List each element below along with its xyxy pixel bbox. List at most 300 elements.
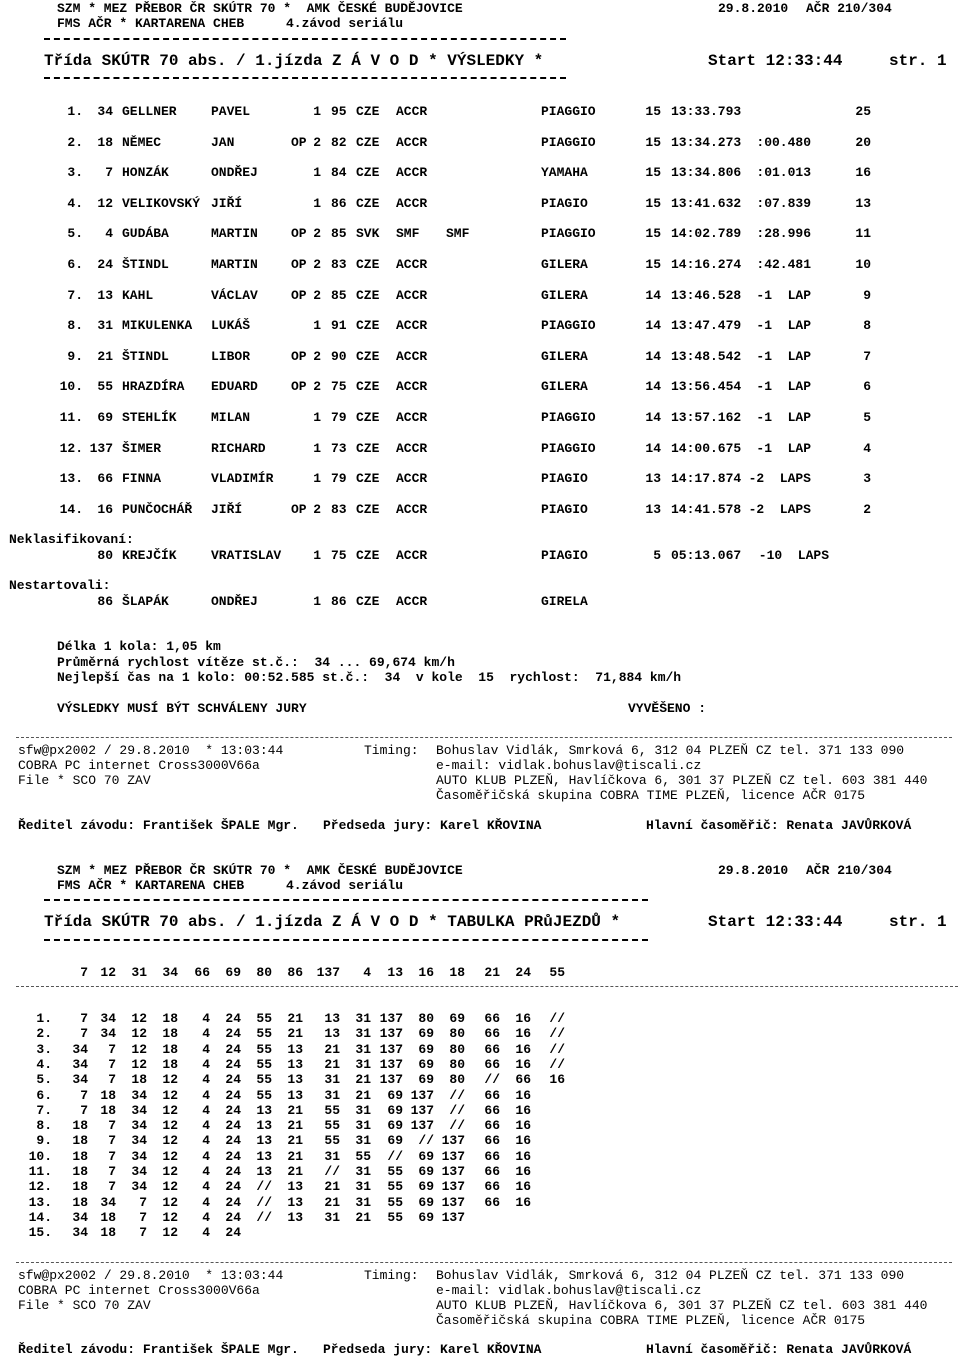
passes-cell: 18 [72,1133,88,1149]
passes-cell: 18 [162,1056,178,1072]
result-pos: 2. [67,134,83,150]
passes-lap: 1. [36,1011,52,1026]
chief-timekeeper: Hlavní časoměřič: Renata JAVŮRKOVÁ [646,1342,912,1357]
passes-cell: 137 [441,1209,465,1225]
passes-cell: 12 [162,1164,178,1179]
passes-cell: 18 [72,1164,88,1179]
passes-lap: 7. [36,1102,52,1118]
result-surname: FINNA [122,471,162,487]
passes-cell: 34 [131,1133,147,1149]
result-yr: 90 [331,348,347,364]
result-bike: PIAGGIO [541,410,596,425]
passes-cell: 16 [515,1118,531,1134]
result-laps: 14 [645,348,661,364]
passes-cell: 24 [225,1225,241,1241]
passes-lap: 14. [28,1209,52,1225]
result-name: PAVEL [211,104,251,119]
result-pts: 13 [855,195,871,211]
result-op: OP [291,287,307,303]
passes-cell: 21 [355,1072,371,1088]
result-lic: 2 [313,226,321,242]
passes-cell: 16 [515,1194,531,1210]
result-yr: 95 [331,104,347,119]
result-bike: GILERA [541,379,588,395]
result-surname: GUDÁBA [122,226,169,242]
passes-cell: 7 [108,1148,116,1164]
passes-cell: 31 [355,1118,371,1134]
passes-cell: 69 [418,1041,434,1057]
passes-cell: 21 [287,1026,303,1042]
passes-cell: 13 [256,1133,272,1149]
page-number: str. 1 [889,913,947,931]
result-op: OP [291,257,307,272]
passes-cell: 31 [355,1194,371,1210]
result-name: MARTIN [211,257,258,272]
result-bike: PIAGGIO [541,104,596,119]
passes-cell: 69 [418,1148,434,1164]
passes-cell: 12 [162,1102,178,1118]
result-bike: PIAGIO [541,548,588,563]
passes-cell: // [324,1164,340,1179]
passes-cell: 55 [256,1026,272,1042]
passes-cell: 80 [449,1056,465,1072]
result-nat: CZE [356,379,380,395]
passes-cell: 69 [418,1194,434,1210]
passes-header-cell: 21 [484,965,500,980]
result-pts: 5 [863,410,871,425]
passes-cell: 21 [287,1133,303,1149]
passes-cell: 69 [418,1209,434,1225]
result-num: 34 [97,104,113,119]
passes-cell: // [549,1056,565,1072]
result-num: 7 [105,165,113,181]
result-lic: 1 [313,410,321,425]
passes-cell: 16 [515,1148,531,1164]
result-laps: 5 [653,548,661,563]
result-surname: STEHLÍK [122,410,177,425]
passes-cell: 21 [324,1179,340,1195]
result-pos: 13. [59,471,83,487]
result-op: OP [291,226,307,242]
passes-cell: 13 [256,1148,272,1164]
passes-cell: 69 [387,1087,403,1103]
passes-cell: 4 [202,1072,210,1088]
passes-cell: 4 [202,1133,210,1149]
passes-cell: 18 [100,1102,116,1118]
result-time: 13:41.632 [671,195,742,211]
result-bike: GILERA [541,257,588,272]
timing-label: Timing: [364,1268,419,1283]
footer-system: COBRA PC internet Cross3000V66a [18,1283,260,1298]
result-bike: GILERA [541,287,588,303]
result-time: 13:57.162 [671,410,742,425]
result-yr: 86 [331,594,347,609]
passes-cell: 18 [100,1087,116,1103]
round-label: 4.závod seriálu [286,16,404,31]
passes-cell: 16 [515,1011,531,1026]
result-nat: CZE [356,410,380,425]
race-director: Ředitel závodu: František ŠPALE Mgr. [18,1342,299,1357]
passes-cell: 16 [515,1179,531,1195]
result-lic: 2 [313,379,321,395]
passes-cell: 4 [202,1148,210,1164]
result-num: 55 [97,379,113,395]
result-op: OP [291,134,307,150]
passes-lap: 15. [28,1225,52,1241]
passes-cell: 13 [287,1087,303,1103]
passes-cell: 31 [324,1209,340,1225]
result-club: ACCR [396,501,428,517]
result-club: ACCR [396,348,428,364]
passes-cell: // [449,1087,465,1103]
result-num: 31 [97,318,113,334]
passes-cell: 21 [287,1118,303,1134]
passes-cell: 24 [225,1133,241,1149]
result-gap: -1 LAP [756,318,811,334]
passes-cell: 7 [108,1179,116,1195]
result-time: 13:34.806 [671,165,742,181]
passes-header-cell: 12 [100,965,116,980]
result-nat: CZE [356,104,380,119]
passes-header-cell: 18 [449,965,465,980]
jury-chair: Předseda jury: Karel KŘOVINA [323,1342,542,1357]
result-gap: -1 LAP [756,287,811,303]
passes-cell: 31 [324,1148,340,1164]
result-club: ACCR [396,440,428,456]
result-pts: 2 [863,501,871,517]
passes-lap: 13. [28,1194,52,1210]
passes-cell: 18 [72,1148,88,1164]
passes-cell: 31 [324,1087,340,1103]
result-time: 14:17.874 [671,471,742,487]
result-pts: 4 [863,440,871,456]
passes-cell: 66 [484,1118,500,1134]
footer-file: File * SCO 70 ZAV [18,1298,151,1313]
result-name: ONDŘEJ [211,594,258,609]
result-lic: 2 [313,257,321,272]
result-lic: 1 [313,104,321,119]
result-bike: PIAGGIO [541,226,596,242]
passes-cell: 4 [202,1041,210,1057]
result-club: ACCR [396,257,428,272]
passes-lap: 5. [36,1072,52,1088]
passes-cell: 137 [441,1194,465,1210]
passes-cell: 66 [484,1102,500,1118]
passes-cell: 16 [515,1102,531,1118]
passes-cell: 66 [515,1072,531,1088]
result-bike: PIAGGIO [541,134,596,150]
passes-title: Třída SKÚTR 70 abs. / 1.jízda Z Á V O D * TABULKA PRůJEZDŮ * [44,913,621,931]
passes-cell: 66 [484,1026,500,1042]
passes-cell: 13 [287,1194,303,1210]
passes-cell: 34 [131,1087,147,1103]
timing-contact: Bohuslav Vidlák, Smrková 6, 312 04 PLZEŇ CZ tel. 371 133 090 [436,1268,905,1283]
passes-cell: 4 [202,1164,210,1179]
result-laps: 14 [645,410,661,425]
result-laps: 14 [645,287,661,303]
passes-cell: 13 [256,1118,272,1134]
result-club: ACCR [396,548,428,563]
result-laps: 14 [645,379,661,395]
passes-cell: 55 [324,1133,340,1149]
passes-cell: 21 [324,1056,340,1072]
passes-cell: 55 [256,1011,272,1026]
passes-cell: 55 [324,1118,340,1134]
passes-lap: 8. [36,1118,52,1134]
passes-header-cell: 13 [387,965,403,980]
passes-cell: 7 [139,1209,147,1225]
passes-cell: 24 [225,1102,241,1118]
result-club2: SMF [446,226,470,242]
passes-cell: 55 [324,1102,340,1118]
passes-cell: 34 [72,1056,88,1072]
result-nat: CZE [356,501,380,517]
result-laps: 15 [645,226,661,242]
result-pos: 9. [67,348,83,364]
passes-lap: 11. [28,1164,52,1179]
passes-header-cell: 16 [418,965,434,980]
passes-header-cell: 4 [363,965,371,980]
passes-cell: 7 [80,1102,88,1118]
passes-cell: 66 [484,1041,500,1057]
passes-cell: 55 [387,1179,403,1195]
result-nat: CZE [356,548,380,563]
result-pts: 20 [855,134,871,150]
passes-cell: 34 [100,1011,116,1026]
passes-cell: 31 [355,1026,371,1042]
passes-cell: 13 [287,1041,303,1057]
result-num: 86 [97,594,113,609]
passes-cell: 7 [108,1072,116,1088]
result-time: 14:41.578 [671,501,742,517]
passes-cell: 16 [515,1026,531,1042]
result-nat: CZE [356,287,380,303]
result-bike: PIAGIO [541,195,588,211]
passes-cell: 80 [449,1026,465,1042]
result-pos: 12. [59,440,83,456]
result-bike: PIAGGIO [541,318,596,334]
result-num: 69 [97,410,113,425]
result-pts: 11 [855,226,871,242]
passes-cell: 18 [162,1011,178,1026]
timing-group: Časoměřičská skupina COBRA TIME PLZEŇ, licence AČR 0175 [436,788,866,803]
lap-length: Délka 1 kola: 1,05 km [57,639,221,654]
passes-cell: 66 [484,1133,500,1149]
result-lic: 1 [313,165,321,181]
passes-cell: 66 [484,1011,500,1026]
passes-cell: 7 [108,1164,116,1179]
passes-cell: 31 [355,1133,371,1149]
event-title: SZM * MEZ PŘEBOR ČR SKÚTR 70 * AMK ČESKÉ BUDĚJOVICE [57,1,463,16]
passes-cell: 24 [225,1056,241,1072]
passes-cell: 69 [387,1118,403,1134]
passes-cell: 137 [441,1133,465,1149]
passes-cell: 12 [162,1225,178,1241]
federation: FMS AČR * KARTARENA CHEB [57,878,245,893]
passes-cell: 55 [256,1087,272,1103]
passes-cell: 12 [162,1179,178,1195]
result-num: 18 [97,134,113,150]
result-time: 13:33.793 [671,104,742,119]
passes-cell: 34 [131,1148,147,1164]
footer-software: sfw@px2002 / 29.8.2010 * 13:03:44 [18,1268,284,1283]
result-time: 13:34.273 [671,134,742,150]
result-yr: 86 [331,195,347,211]
result-num: 13 [97,287,113,303]
result-gap: -2 LAPS [748,501,811,517]
passes-cell: 18 [162,1026,178,1042]
result-pos: 7. [67,287,83,303]
result-laps: 15 [645,257,661,272]
result-yr: 91 [331,318,347,334]
passes-cell: 7 [80,1087,88,1103]
passes-cell: 7 [139,1225,147,1241]
passes-cell: 12 [162,1087,178,1103]
result-lic: 1 [313,440,321,456]
passes-cell: 137 [410,1102,434,1118]
passes-cell: 137 [441,1164,465,1179]
timing-group: Časoměřičská skupina COBRA TIME PLZEŇ, licence AČR 0175 [436,1313,866,1328]
passes-header-cell: 24 [515,965,531,980]
passes-cell: 4 [202,1225,210,1241]
result-name: VRATISLAV [211,548,282,563]
result-lic: 2 [313,134,321,150]
result-time: 13:46.528 [671,287,742,303]
passes-cell: 24 [225,1164,241,1179]
passes-cell: // [549,1011,565,1026]
passes-cell: 4 [202,1209,210,1225]
passes-cell: 12 [131,1026,147,1042]
passes-cell: 137 [410,1118,434,1134]
divider [16,737,952,738]
event-title: SZM * MEZ PŘEBOR ČR SKÚTR 70 * AMK ČESKÉ BUDĚJOVICE [57,863,463,878]
result-nat: CZE [356,318,380,334]
passes-cell: // [418,1133,434,1149]
result-gap: :42.481 [756,257,811,272]
passes-cell: 69 [387,1133,403,1149]
passes-lap: 6. [36,1087,52,1103]
passes-lap: 12. [28,1179,52,1195]
passes-header-cell: 86 [287,965,303,980]
passes-lap: 2. [36,1026,52,1042]
result-laps: 14 [645,318,661,334]
passes-lap: 9. [36,1133,52,1149]
best-lap: Nejlepší čas na 1 kolo: 00:52.585 st.č.: 34 v kole 15 rychlost: 71,884 km/h [57,670,682,685]
passes-cell: 137 [379,1041,403,1057]
passes-cell: 7 [80,1026,88,1042]
result-name: LIBOR [211,348,251,364]
event-code: AČR 210/304 [806,863,892,878]
passes-cell: 4 [202,1179,210,1195]
result-pos: 4. [67,195,83,211]
result-name: RICHARD [211,440,266,456]
result-nat: CZE [356,134,380,150]
result-surname: ŠTINDL [122,348,169,364]
passes-cell: 12 [162,1118,178,1134]
result-club: ACCR [396,410,428,425]
page-number: str. 1 [889,52,947,70]
result-name: MARTIN [211,226,258,242]
passes-cell: 66 [484,1194,500,1210]
result-surname: ŠIMER [122,440,162,456]
passes-cell: 13 [287,1056,303,1072]
passes-header-cell: 137 [316,965,340,980]
passes-cell: 4 [202,1026,210,1042]
result-name: JAN [211,134,235,150]
posted-label: VYVĚŠENO : [628,701,707,716]
passes-cell: 31 [355,1041,371,1057]
passes-cell: 4 [202,1194,210,1210]
divider [44,939,648,941]
passes-cell: 18 [72,1179,88,1195]
passes-cell: 137 [410,1087,434,1103]
result-pos: 8. [67,318,83,334]
result-pts: 8 [863,318,871,334]
result-yr: 73 [331,440,347,456]
passes-cell: 12 [162,1209,178,1225]
race-director: Ředitel závodu: František ŠPALE Mgr. [18,818,299,833]
federation: FMS AČR * KARTARENA CHEB [57,16,245,31]
result-nat: CZE [356,471,380,487]
result-yr: 83 [331,257,347,272]
result-club: ACCR [396,318,428,334]
passes-cell: 4 [202,1087,210,1103]
passes-cell: 34 [72,1072,88,1088]
result-gap: -10 LAPS [758,548,829,563]
passes-cell: 16 [515,1056,531,1072]
timing-club: AUTO KLUB PLZEŇ, Havlíčkova 6, 301 37 PLZEŇ CZ tel. 603 381 440 [436,773,928,788]
result-num: 24 [97,257,113,272]
result-num: 137 [89,440,113,456]
passes-cell: // [387,1148,403,1164]
passes-cell: 55 [256,1056,272,1072]
result-surname: HRAZDÍRA [122,379,185,395]
result-pos: 5. [67,226,83,242]
result-num: 21 [97,348,113,364]
passes-cell: 69 [387,1102,403,1118]
result-yr: 79 [331,471,347,487]
result-op: OP [291,348,307,364]
result-pos: 3. [67,165,83,181]
result-yr: 75 [331,379,347,395]
passes-cell: 21 [287,1102,303,1118]
event-date: 29.8.2010 [718,863,789,878]
passes-cell: 24 [225,1072,241,1088]
result-lic: 1 [313,195,321,211]
result-pts: 25 [855,104,871,119]
event-code: AČR 210/304 [806,1,892,16]
result-lic: 1 [313,471,321,487]
result-club: ACCR [396,379,428,395]
result-yr: 83 [331,501,347,517]
result-time: 13:56.454 [671,379,742,395]
result-time: 13:47.479 [671,318,742,334]
passes-cell: 7 [108,1041,116,1057]
result-bike: PIAGIO [541,471,588,487]
passes-cell: 34 [72,1041,88,1057]
passes-cell: 80 [418,1011,434,1026]
result-lic: 1 [313,594,321,609]
result-surname: ŠLAPÁK [122,594,169,609]
passes-cell: 137 [379,1011,403,1026]
passes-cell: 13 [287,1072,303,1088]
result-gap: :00.480 [756,134,811,150]
passes-cell: 4 [202,1011,210,1026]
dns-label: Nestartovali: [9,578,111,593]
result-yr: 79 [331,410,347,425]
passes-cell: 7 [108,1118,116,1134]
passes-cell: 31 [355,1011,371,1026]
